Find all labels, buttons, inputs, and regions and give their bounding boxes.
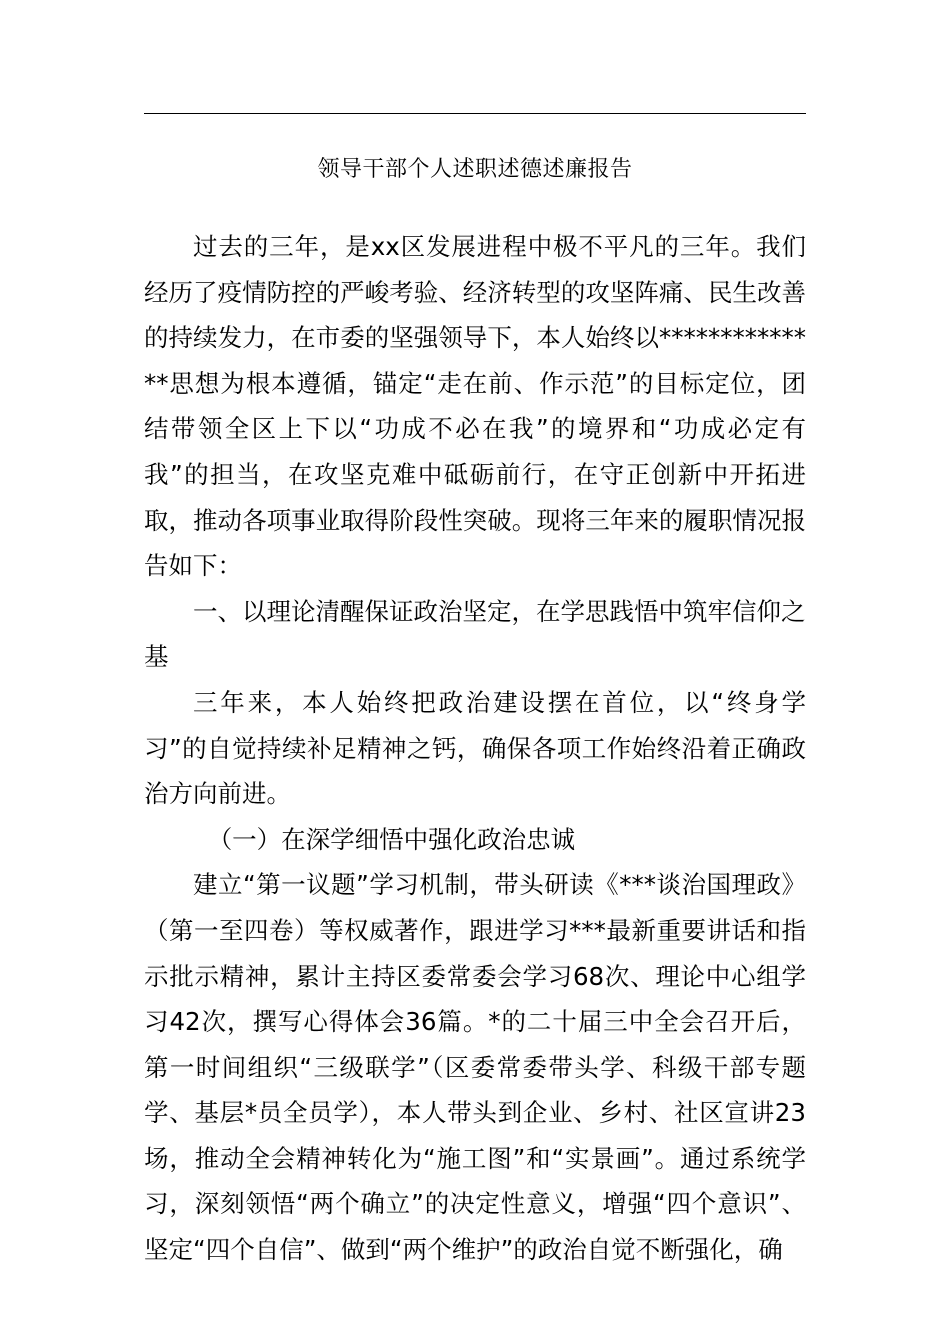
section-1-heading: 一、以理论清醒保证政治坚定，在学思践悟中筑牢信仰之基 xyxy=(144,596,806,672)
document-title: 领导干部个人述职述德述廉报告 xyxy=(317,157,633,182)
section-1-intro-paragraph: 三年来，本人始终把政治建设摆在首位，以“终身学习”的自觉持续补足精神之钙，确保各项工作始终沿着正确政治方向前进。 xyxy=(144,687,806,809)
header-rule xyxy=(144,113,806,114)
subsection-1-heading: （一）在深学细悟中强化政治忠诚 xyxy=(207,824,576,854)
document-body xyxy=(144,224,806,1273)
intro-paragraph: 过去的三年，是xx区发展进程中极不平凡的三年。我们经历了疫情防控的严峻考验、经济转型的攻坚阵痛、民生改善的持续发力，在市委的坚强领导下，本人始终以**************思想为根本遵循，锚定“走在前、作示范”的目标定位，团结带领全区上下以“功成不必在我”的境界和“功成必定有我”的担当，在攻坚克难中砥砺前行，在守正创新中开拓进取，推动各项事业取得阶段性突破。现将三年来的履职情况报告如下： xyxy=(144,232,806,581)
subsection-1-body-paragraph: 建立“第一议题”学习机制，带头研读《***谈治国理政》（第一至四卷）等权威著作，跟进学习***最新重要讲话和指示批示精神，累计主持区委常委会学习68次、理论中心组学习42次，撰写心得体会36篇。*的二十届三中全会召开后，第一时间组织“三级联学”（区委常委带头学、科级干部专题学、基层*员全员学），本人带头到企业、乡村、社区宣讲23场，推动全会精神转化为“施工图”和“实景画”。通过系统学习，深刻领悟“两个确立”的决定性意义，增强“四个意识”、坚定“四个自信”、做到“两个维护”的政治自觉不断强化，确 xyxy=(144,870,806,1265)
